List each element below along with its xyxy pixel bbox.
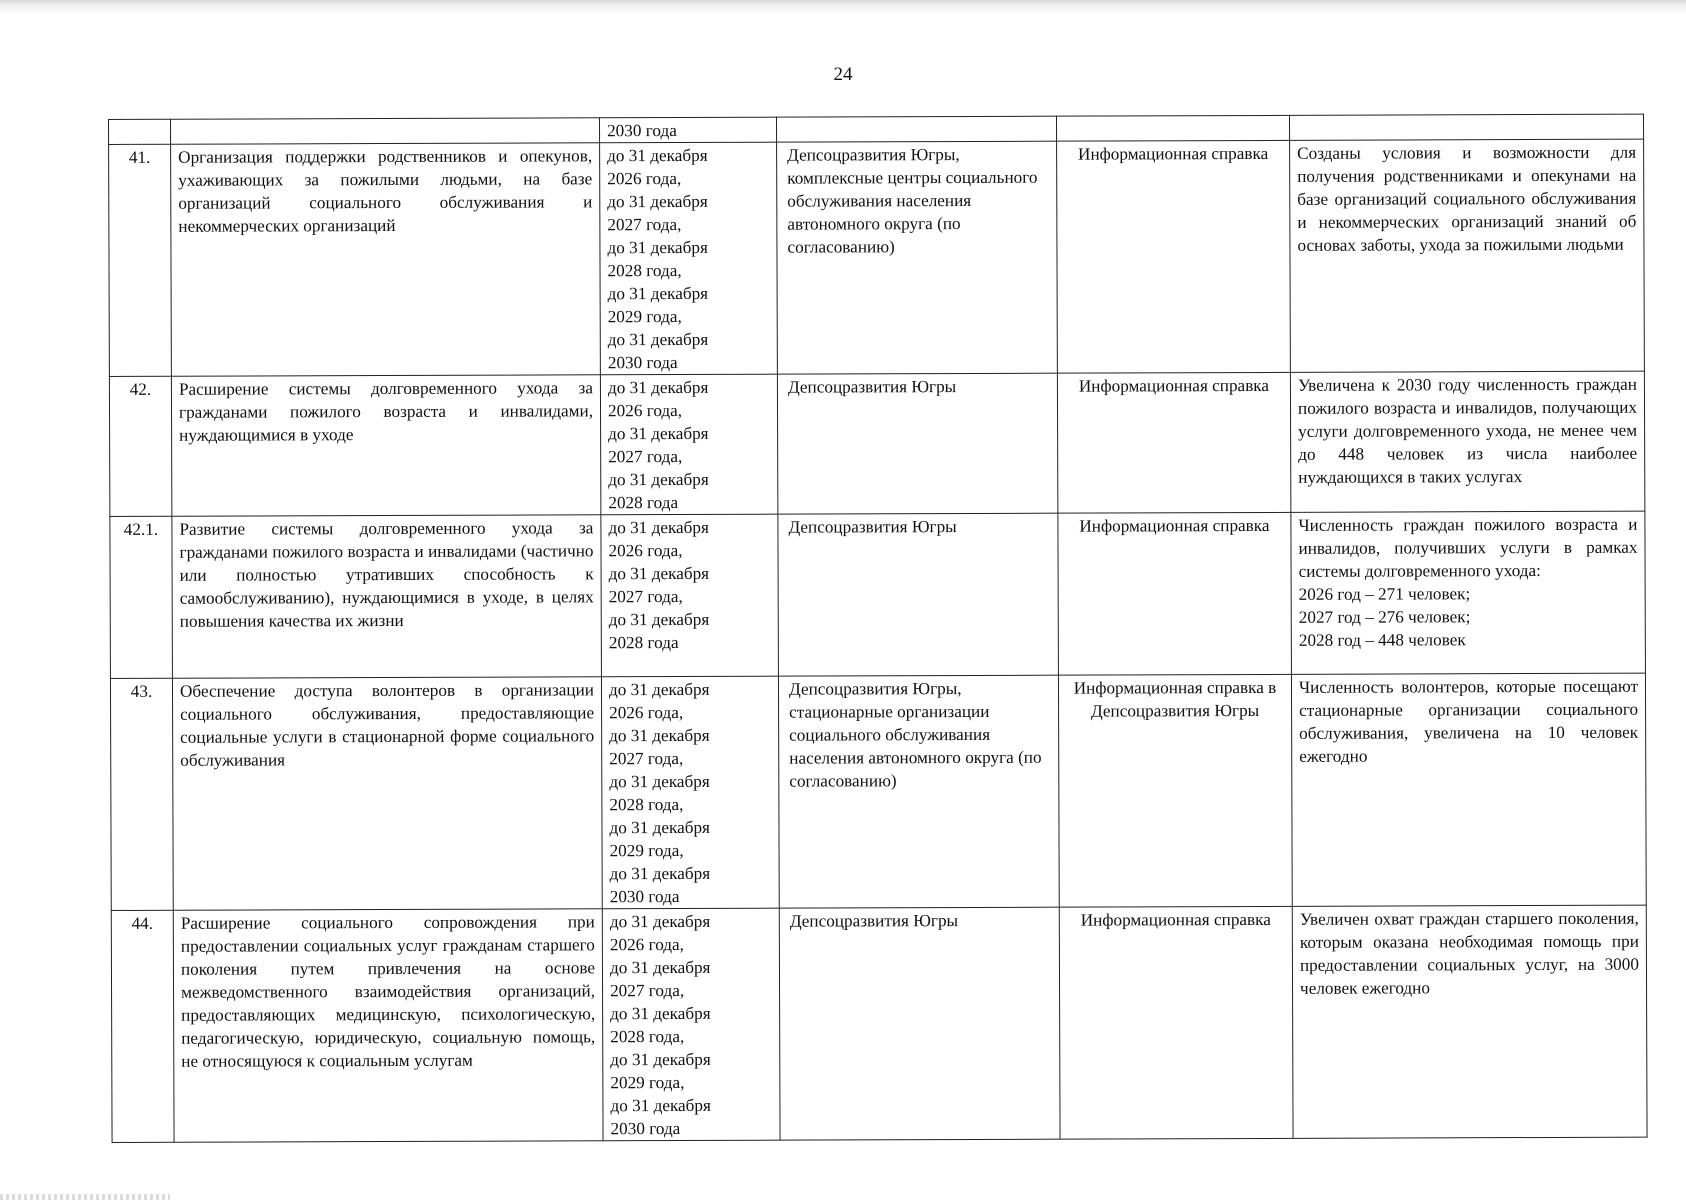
cell-responsible: Депсоцразвития Югры [779,907,1060,1140]
cell-number: 41. [109,144,172,376]
cell-action [171,118,600,144]
cell-number: 44. [111,910,174,1142]
result-year-2027: 2027 год – 276 человек; [1298,607,1471,627]
scan-edge-bottom [0,1194,170,1200]
cell-result [1289,114,1643,140]
cell-result [1291,511,1646,674]
cell-action: Обеспечение доступа волонтеров в организации социального обслуживания, предоставляющие социальные услуги в стационарной форме социального обслуживания [172,677,602,910]
table-row [109,371,1644,516]
cell-responsible: Депсоцразвития Югры, стационарные организации социального обслуживания населения автономного округа (по согласованию) [778,675,1059,908]
cell-result: Увеличена к 2030 году численность граждан пожилого возраста и инвалидов, получающих услуги долговременного ухода, не менее чем до 448 человек из числа наиболее нуждающихся в таких услугах [1290,371,1644,512]
cell-responsible: Депсоцразвития Югры [778,513,1059,676]
result-intro: Численность граждан пожилого возраста и инвалидов, получивших услуги в рамках системы долговременного ухода: [1298,514,1638,581]
measures-table-wrapper [108,114,1648,1143]
cell-responsible: Депсоцразвития Югры, комплексные центры социального обслуживания населения автономного округа (по согласованию) [777,141,1058,374]
cell-deadline: до 31 декабря 2026 года, до 31 декабря 2027 года, до 31 декабря 2028 года, до 31 декабря 2029 года, до 31 декабря 2030 года [600,142,778,375]
cell-deadline: до 31 декабря 2026 года, до 31 декабря 2027 года, до 31 декабря 2028 года, до 31 декабря 2029 года, до 31 декабря 2030 года [601,676,779,909]
cell-deadline: до 31 декабря 2026 года, до 31 декабря 2027 года, до 31 декабря 2028 года, до 31 декабря 2029 года, до 31 декабря 2030 года [602,908,780,1141]
cell-responsible: Депсоцразвития Югры [777,373,1057,514]
cell-document: Информационная справка [1058,512,1292,675]
page-number: 24 [833,64,853,85]
cell-result: Увеличен охват граждан старшего поколения, которым оказана необходимая помощь при предоставлении социальных услуг, на 3000 человек ежегодно [1292,905,1647,1138]
cell-number [109,119,171,144]
cell-responsible [776,116,1056,142]
cell-number: 43. [110,678,173,910]
cell-document [1056,115,1289,141]
table-row [109,139,1645,376]
cell-action: Расширение социального сопровождения при предоставлении социальных услуг гражданам старшего поколения путем привлечения на основе межведомственного взаимодействия организаций, предоставляющих медицинскую, психологическую, педагогическую, юридическую, социальную помощь, не относящуюся к социальным услугам [173,909,603,1142]
cell-action: Развитие системы долговременного ухода за гражданами пожилого возраста и инвалидами (частично или полностью утративших способность к самообслуживанию), нуждающимися в уходе, в целях повышения качества их жизни [172,515,602,678]
cell-document: Информационная справка [1059,906,1293,1139]
cell-deadline: до 31 декабря 2026 года, до 31 декабря 2027 года, до 31 декабря 2028 года [600,374,777,515]
cell-deadline: до 31 декабря 2026 года, до 31 декабря 2027 года, до 31 декабря 2028 года [601,514,779,677]
cell-result: Численность волонтеров, которые посещают стационарные организации социального обслуживания, увеличена на 10 человек ежегодно [1291,673,1646,906]
table-row [111,905,1647,1142]
result-year-2028: 2028 год – 448 человек [1298,630,1466,650]
measures-table [108,114,1648,1143]
cell-document: Информационная справка [1057,372,1290,513]
table-row [110,673,1646,910]
cell-action: Расширение системы долговременного ухода за гражданами пожилого возраста и инвалидами, нуждающимися в уходе [171,375,600,516]
cell-number: 42. [109,376,171,516]
table-row [110,511,1646,678]
cell-action: Организация поддержки родственников и опекунов, ухаживающих за пожилыми людьми, на базе организаций социального обслуживания и некоммерческих организаций [171,143,601,376]
cell-deadline: 2030 года [599,117,776,143]
cell-document: Информационная справка [1057,140,1291,373]
cell-result: Созданы условия и возможности для получения родственниками и опекунами на базе организаций социального обслуживания и некоммерческих организаций знаний об основах заботы, ухода за пожилыми людьми [1290,139,1645,372]
cell-document: Информационная справка в Депсоцразвития Югры [1058,674,1292,907]
result-year-2026: 2026 год – 271 человек; [1298,584,1471,604]
scan-edge-top [0,0,1686,14]
cell-number: 42.1. [110,516,173,678]
